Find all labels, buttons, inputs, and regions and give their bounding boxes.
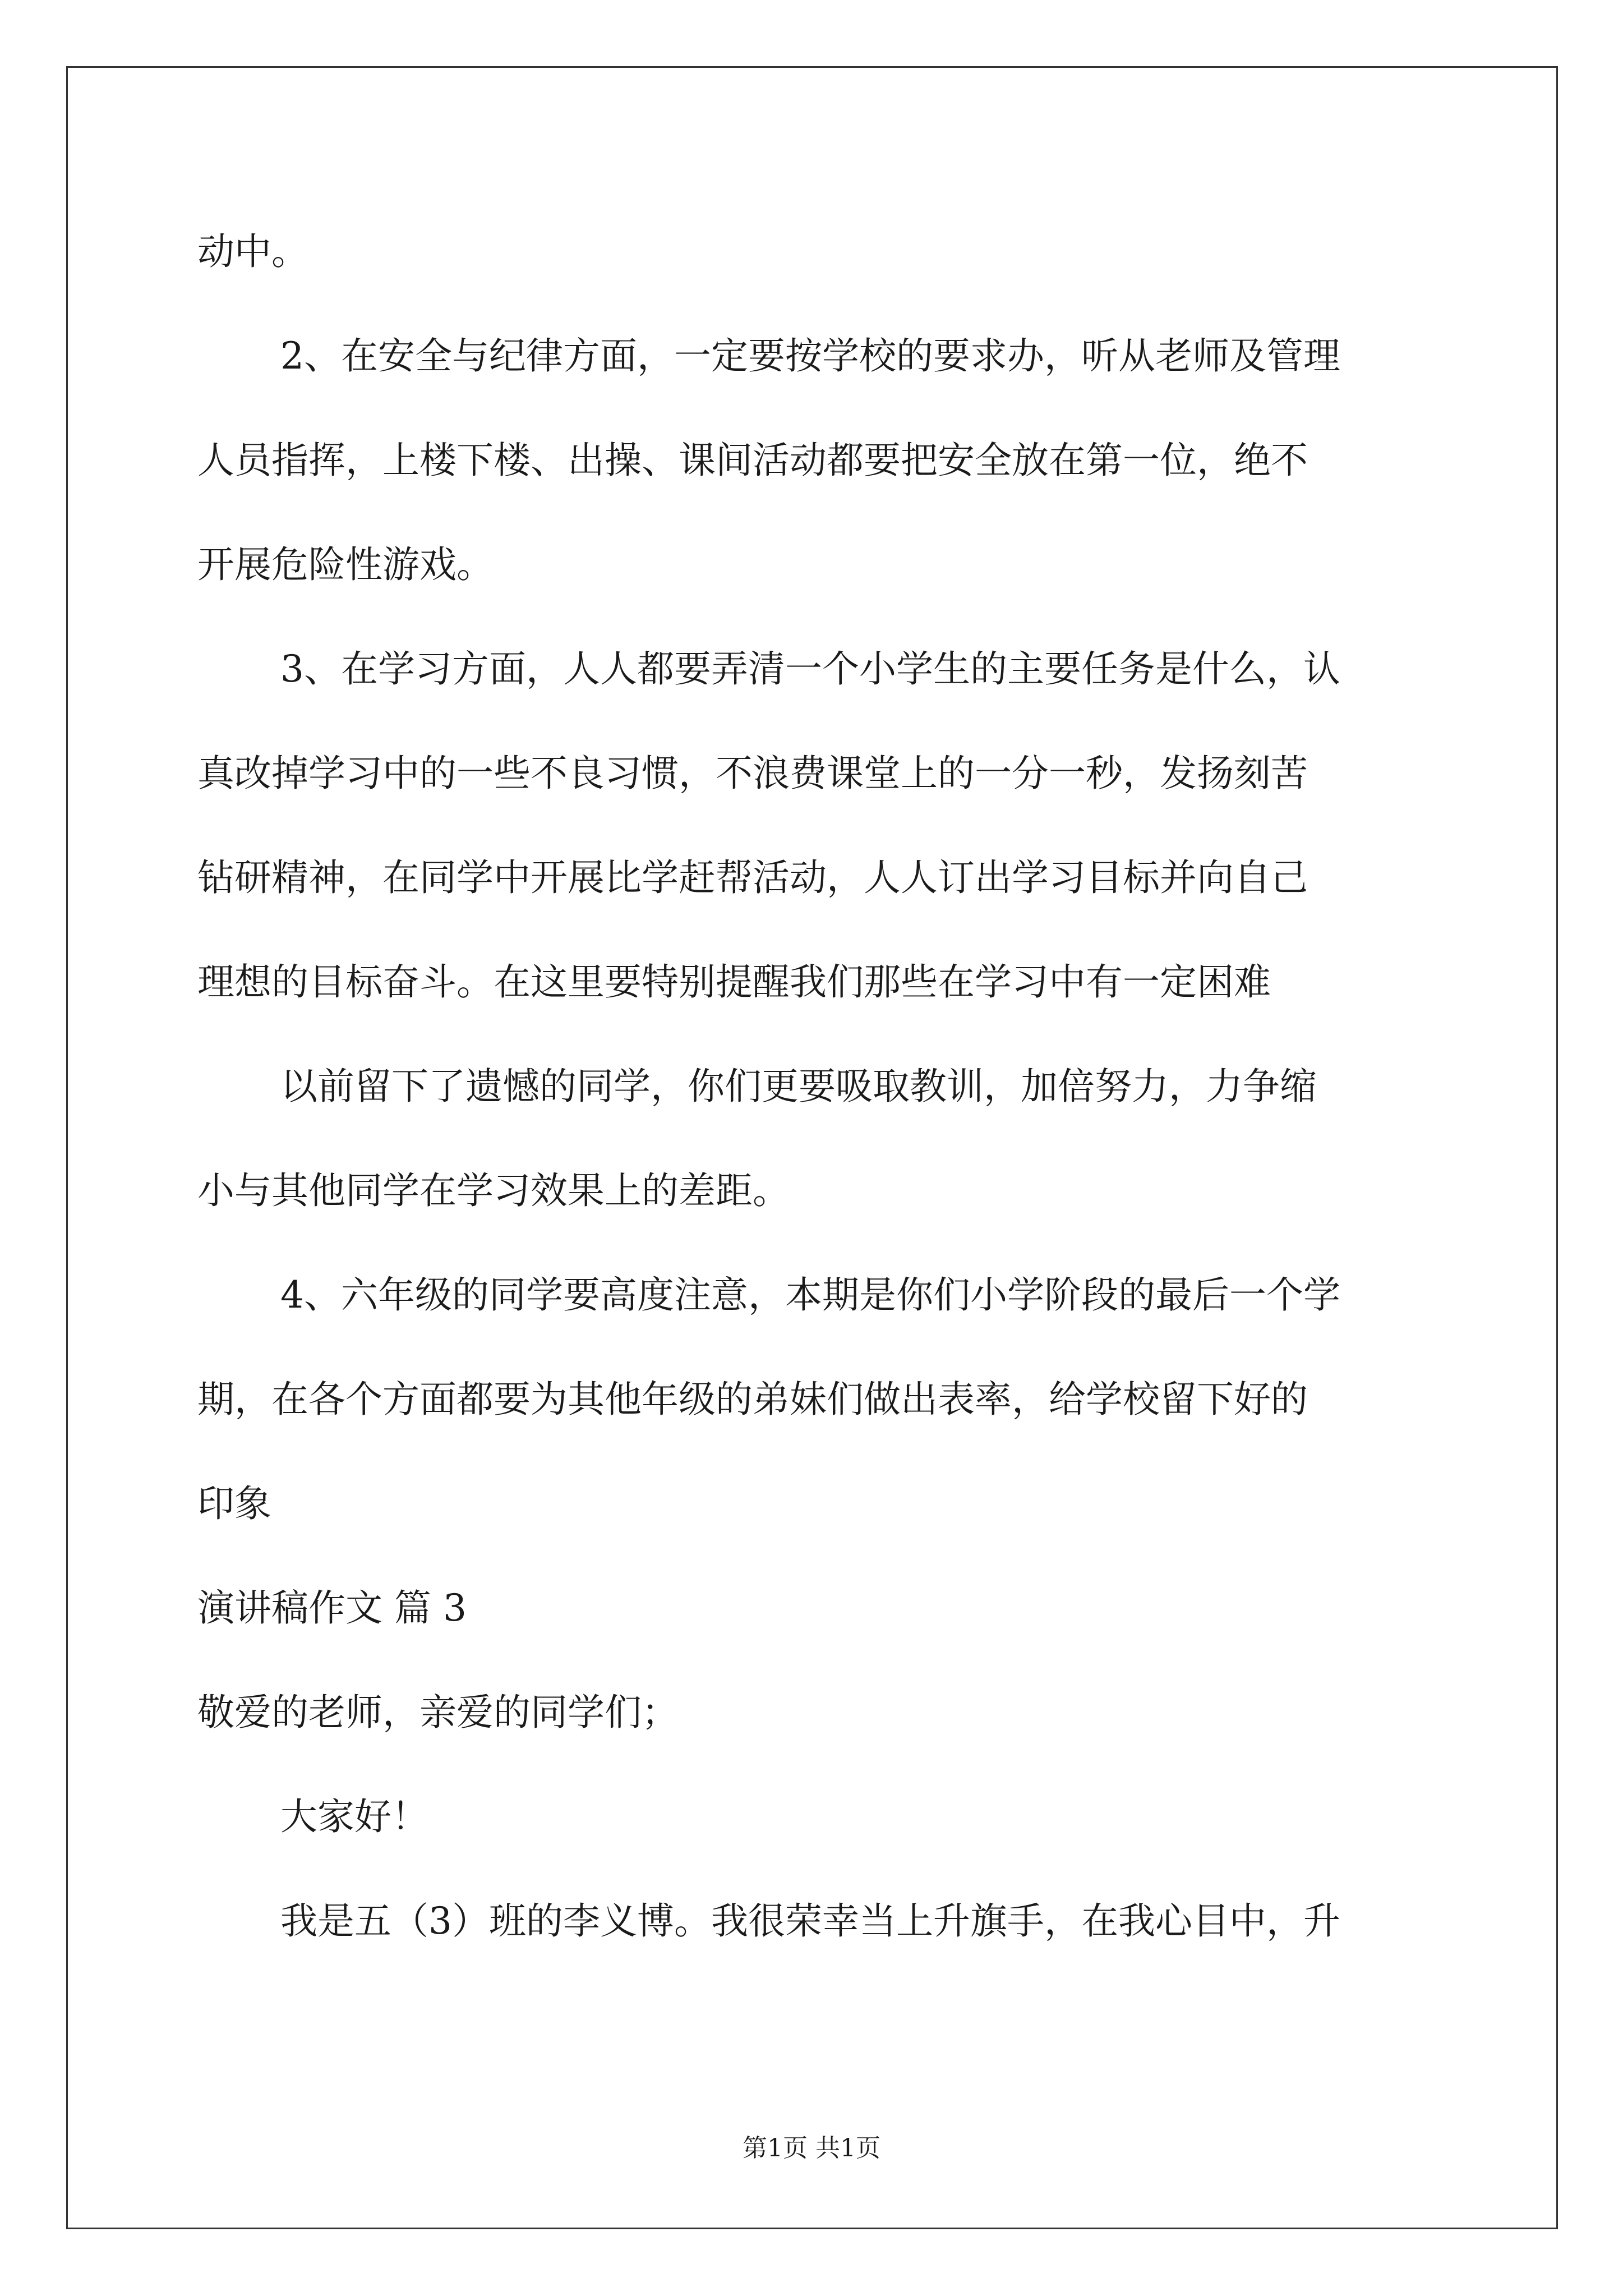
- salutation: 敬爱的老师，亲爱的同学们；: [197, 1691, 679, 1734]
- text-line: 钻研精神，在同学中开展比学赶帮活动，人人订出学习目标并向自己: [197, 856, 1308, 899]
- text-line: 理想的目标奋斗。在这里要特别提醒我们那些在学习中有一定困难: [197, 960, 1271, 1004]
- text-line: 人员指挥，上楼下楼、出操、课间活动都要把安全放在第一位，绝不: [197, 439, 1308, 482]
- text-line: 期，在各个方面都要为其他年级的弟妹们做出表率，给学校留下好的: [197, 1378, 1308, 1421]
- text-line: 小与其他同学在学习效果上的差距。: [197, 1169, 790, 1212]
- text-line: 4、六年级的同学要高度注意，本期是你们小学阶段的最后一个学: [280, 1273, 1340, 1317]
- text-line: 动中。: [197, 230, 308, 273]
- text-line: 开展危险性游戏。: [197, 543, 494, 586]
- text-line: 3、在学习方面，人人都要弄清一个小学生的主要任务是什么，认: [280, 647, 1340, 691]
- text-line: 2、在安全与纪律方面，一定要按学校的要求办，听从老师及管理: [280, 334, 1340, 378]
- page-number-footer: 第1页 共1页: [743, 2134, 880, 2162]
- text-line: 真改掉学习中的一些不良习惯，不浪费课堂上的一分一秒，发扬刻苦: [197, 752, 1308, 795]
- section-heading: 演讲稿作文 篇 3: [197, 1586, 467, 1630]
- text-line: 印象: [197, 1482, 271, 1525]
- text-line: 以前留下了遗憾的同学，你们更要吸取教训，加倍努力，力争缩: [280, 1065, 1317, 1108]
- greeting: 大家好！: [280, 1795, 428, 1838]
- text-line: 我是五（3）班的李义博。我很荣幸当上升旗手，在我心目中，升: [280, 1899, 1340, 1943]
